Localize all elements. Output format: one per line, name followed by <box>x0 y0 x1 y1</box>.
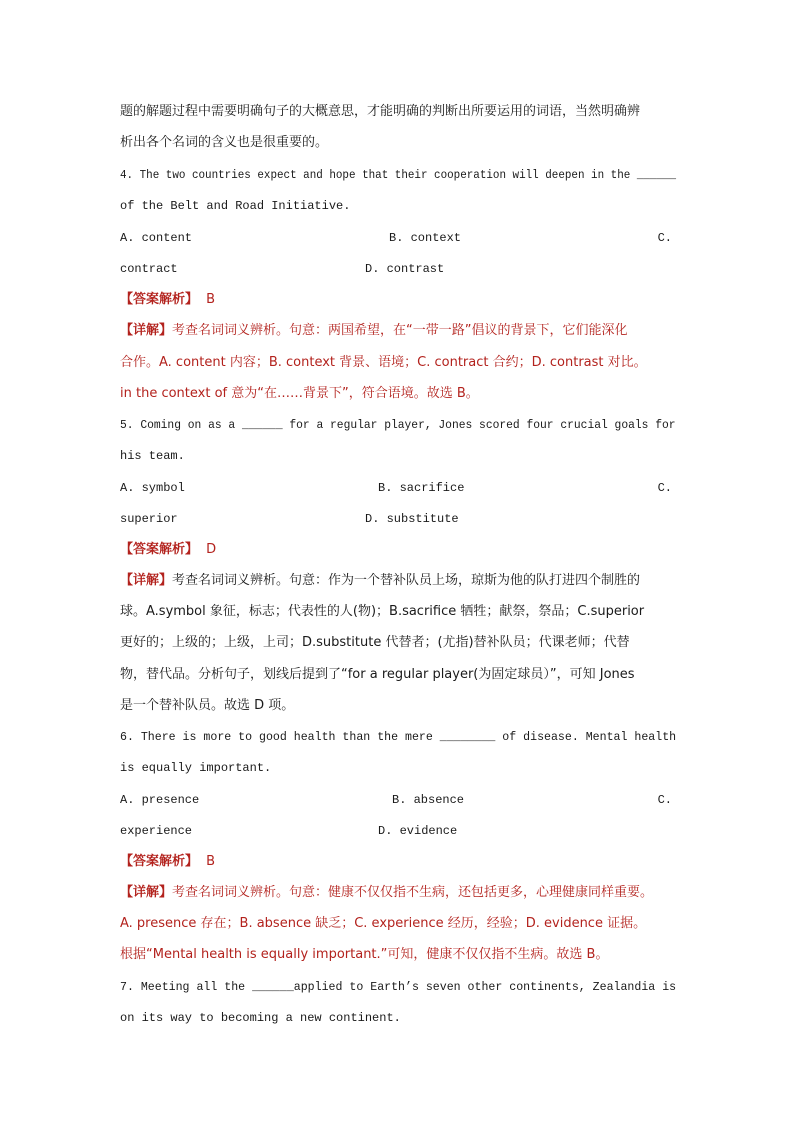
q5-answer-value: D <box>206 542 217 557</box>
q4-stem-line-2: of the Belt and Road Initiative. <box>120 199 351 213</box>
q5-option-b: B. sacrifice <box>378 481 465 495</box>
q7-stem-line-1: 7. Meeting all the ______applied to Earth’s seven other continents, Zealandia is <box>120 980 677 994</box>
q5-option-d: D. substitute <box>365 512 459 526</box>
q4-option-d: D. contrast <box>365 262 445 276</box>
q4-option-b: B. context <box>389 231 462 245</box>
q5-detail-line-1 <box>120 573 676 589</box>
q6-answer <box>120 854 676 870</box>
q7-stem-line-2: on its way to becoming a new continent. <box>120 1011 401 1025</box>
q5-stem-line-2: his team. <box>120 449 185 463</box>
q4-option-c-letter: C. <box>657 231 672 245</box>
q6-stem-line-1: 6. There is more to good health than the mere ________ of disease. Mental health <box>120 730 677 744</box>
q4-options-row-2 <box>120 261 676 277</box>
q5-options-row-1 <box>120 480 676 496</box>
q6-answer-value: B <box>206 854 216 869</box>
q6-detail-line-2: A. presence 存在；B. absence 缺乏；C. experience 经历，经验；D. evidence 证据。 <box>120 916 647 931</box>
intro-line-2: 析出各个名词的含义也是很重要的。 <box>120 135 329 150</box>
q6-option-c-letter: C. <box>657 793 672 807</box>
q4-answer-value: B <box>206 292 216 307</box>
q6-option-b: B. absence <box>392 793 465 807</box>
q5-detail-line-3: 更好的；上级的；上级，上司；D.substitute 代替者；(尤指)替补队员；代课老师；代替 <box>120 635 630 650</box>
intro-line-1: 题的解题过程中需要明确句子的大概意思，才能明确的判断出所要运用的词语，当然明确辨 <box>120 104 641 119</box>
q6-options-row-2 <box>120 823 676 839</box>
q4-detail-label: 【详解】 <box>120 323 173 338</box>
q5-detail-label: 【详解】 <box>120 573 173 588</box>
q5-stem-line-1: 5. Coming on as a ______ for a regular player, Jones scored four crucial goals for <box>120 418 676 432</box>
q6-option-c-word: experience <box>120 824 193 838</box>
q6-detail-label: 【详解】 <box>120 885 173 900</box>
q5-detail-line-2: 球。A.symbol 象征，标志；代表性的人(物)；B.sacrifice 牺牲；献祭，祭品；C.superior <box>120 604 645 619</box>
q5-option-c-word: superior <box>120 512 178 526</box>
q4-option-a: A. content <box>120 231 193 245</box>
q5-options-row-2 <box>120 511 676 527</box>
q4-answer-label: 【答案解析】 <box>120 292 199 307</box>
q6-detail-line-1 <box>120 885 676 901</box>
q6-detail-line-3: 根据“Mental health is equally important.”可知，健康不仅仅指不生病。故选 B。 <box>120 947 609 962</box>
q4-detail-line-2: 合作。A. content 内容；B. context 背景、语境；C. contract 合约；D. contrast 对比。 <box>120 355 647 370</box>
q5-option-a: A. symbol <box>120 481 185 495</box>
q4-detail-line-3: in the context of 意为“在……背景下”，符合语境。故选 B。 <box>120 386 479 401</box>
q6-option-d: D. evidence <box>378 824 458 838</box>
q5-detail-line-4: 物，替代品。分析句子，划线后提到了“for a regular player(为固定球员）”，可知 Jones <box>120 667 635 682</box>
q5-detail-line-5: 是一个替补队员。故选 D 项。 <box>120 698 295 713</box>
q5-detail-text-1: 考查名词词义辨析。句意：作为一个替补队员上场，琼斯为他的队打进四个制胜的 <box>172 573 641 588</box>
q5-answer-label: 【答案解析】 <box>120 542 199 557</box>
q4-options-row-1 <box>120 230 676 246</box>
q5-answer <box>120 542 676 558</box>
q6-detail-text-1: 考查名词词义辨析。句意：健康不仅仅指不生病，还包括更多，心理健康同样重要。 <box>172 885 654 900</box>
q4-detail-text-1: 考查名词词义辨析。句意：两国希望，在“一带一路”倡议的背景下，它们能深化 <box>172 323 628 338</box>
q4-stem-line-1: 4. The two countries expect and hope that their cooperation will deepen in the ______ <box>120 168 677 182</box>
q4-answer <box>120 292 676 308</box>
q4-detail-line-1 <box>120 323 676 339</box>
q6-answer-label: 【答案解析】 <box>120 854 199 869</box>
q6-option-a: A. presence <box>120 793 200 807</box>
q4-option-c-word: contract <box>120 262 178 276</box>
q5-option-c-letter: C. <box>657 481 672 495</box>
q6-options-row-1 <box>120 792 676 808</box>
q6-stem-line-2: is equally important. <box>120 761 272 775</box>
